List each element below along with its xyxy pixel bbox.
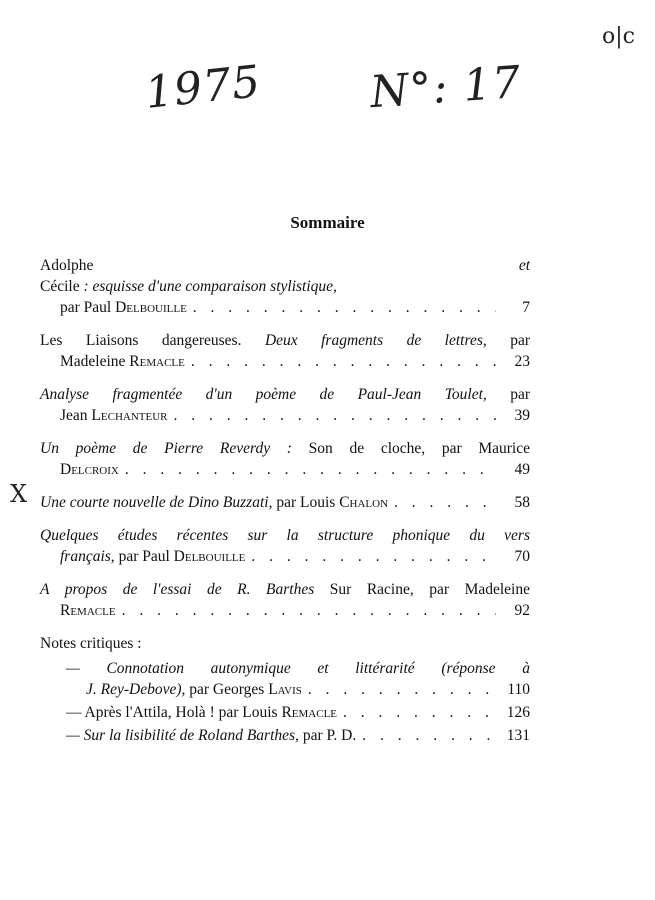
- toc-entry-line2: français, par Paul Delbouille . . . 70: [40, 546, 530, 567]
- leader-dots: [356, 725, 496, 746]
- toc-entry: [40, 384, 530, 426]
- toc-entry: [40, 579, 530, 621]
- notes-heading: Notes critiques :: [40, 635, 142, 652]
- notes-item: [40, 702, 530, 723]
- page-number: 7: [522, 299, 530, 316]
- toc-entry: [40, 438, 530, 480]
- toc-entry-line2: Remacle . . . 92: [40, 600, 530, 621]
- page-number: 126: [506, 704, 530, 721]
- toc-entry-line2: Madeleine Remacle . . . 23: [40, 351, 530, 372]
- leader-dots: [302, 679, 496, 700]
- handwritten-issue-number: N°: 17: [368, 56, 523, 119]
- toc-entry: [40, 330, 530, 372]
- notes-item-line1: — Connotation autonymique et littérarité (réponse à: [66, 660, 530, 677]
- toc-entry: [40, 525, 530, 567]
- notes-item: [40, 725, 530, 746]
- toc-entry-line1: Un poème de Pierre Reverdy : Son de cloche, par Maurice: [40, 440, 530, 457]
- notes-item-line1: — Après l'Attila, Holà ! par Louis Remacle . . . 126: [66, 702, 530, 723]
- handwritten-corner-mark: o|c: [602, 24, 635, 49]
- leader-dots: [168, 405, 497, 426]
- notes-item: [40, 658, 530, 700]
- page-number: 131: [506, 727, 530, 744]
- notes-item-line1: — Sur la lisibilité de Roland Barthes, par P. D. . . . 131: [66, 725, 530, 746]
- toc-entry: Adolphe et Cécile : esquisse d'une comparaison stylistique, par Paul Delbouille . . . 7: [40, 255, 530, 318]
- page-number: 110: [507, 681, 530, 698]
- leader-dots: [337, 702, 496, 723]
- toc-entry: [40, 492, 530, 513]
- page-number: 49: [514, 461, 530, 478]
- toc-entry-line2: Jean Lechanteur . . . 39: [40, 405, 530, 426]
- leader-dots: [185, 351, 496, 372]
- leader-dots: [388, 492, 496, 513]
- page-number: 58: [514, 494, 530, 511]
- page-number: 92: [514, 602, 530, 619]
- toc-entry-line1: Une courte nouvelle de Dino Buzzati, par Louis Chalon . . . 58: [40, 492, 530, 513]
- handwritten-year: 1975: [142, 56, 264, 119]
- page-title: Sommaire: [290, 213, 365, 232]
- table-of-contents: [40, 255, 530, 748]
- page-number: 39: [514, 407, 530, 424]
- toc-entry-line1: Analyse fragmentée d'un poème de Paul-Jean Toulet, par: [40, 386, 531, 403]
- toc-entry-line2: par Paul Delbouille . . . 7: [40, 297, 530, 318]
- handwritten-margin-mark: X: [10, 480, 28, 508]
- toc-entry-line2: Delcroix . . . 49: [40, 459, 530, 480]
- notes-item-line2: J. Rey-Debove), par Georges Lavis . . . 110: [66, 679, 530, 700]
- leader-dots: [187, 297, 496, 318]
- leader-dots: [116, 600, 496, 621]
- toc-entry-line1: A propos de l'essai de R. Barthes Sur Racine, par Madeleine: [40, 581, 530, 598]
- toc-entry-line1: Quelques études récentes sur la structure phonique du vers: [40, 527, 530, 544]
- toc-entry-line1: Adolphe et: [40, 257, 530, 274]
- toc-entry-line1: Les Liaisons dangereuses. Deux fragments de lettres, par: [40, 332, 530, 349]
- leader-dots: [119, 459, 496, 480]
- page-number: 23: [514, 353, 530, 370]
- page-number: 70: [514, 548, 530, 565]
- leader-dots: [245, 546, 496, 567]
